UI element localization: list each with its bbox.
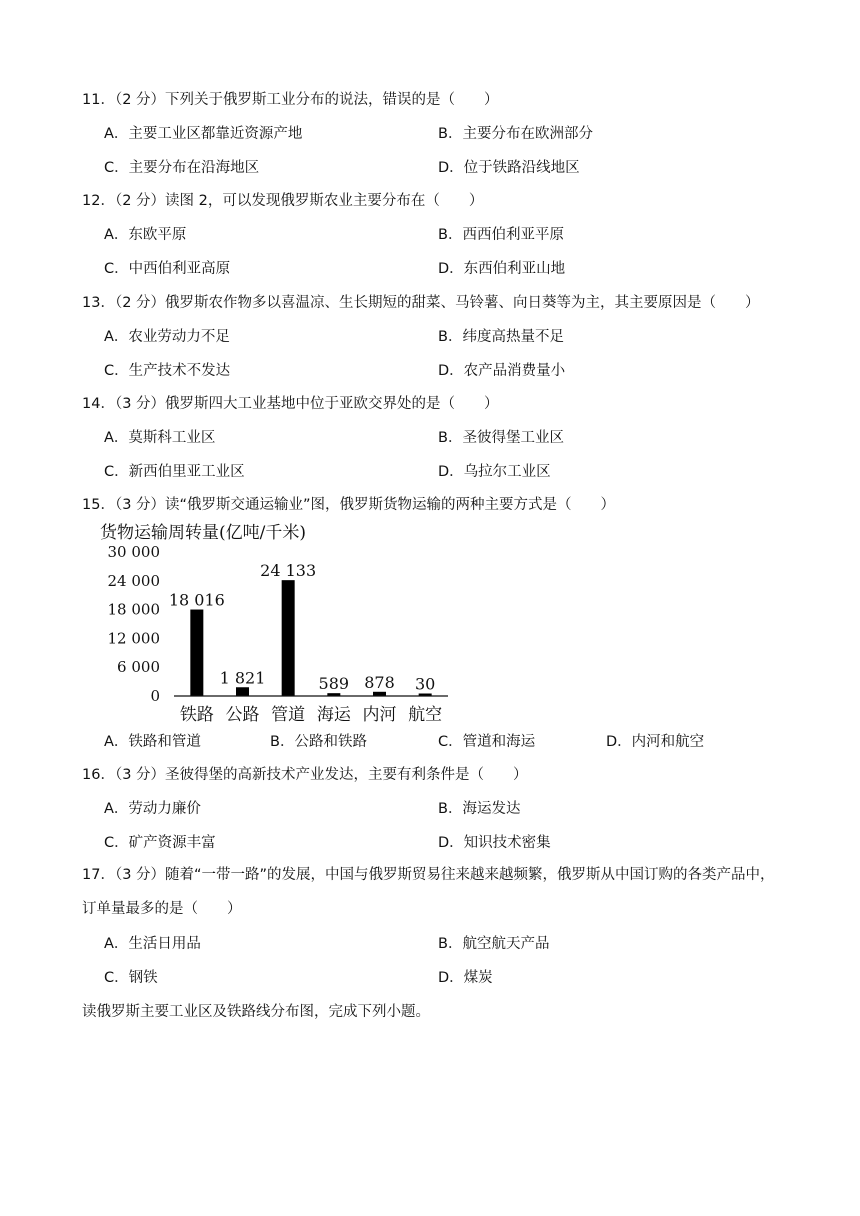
q13-option-d: D．农产品消费量小 [438, 363, 566, 379]
q11-option-d: D．位于铁路沿线地区 [438, 160, 580, 176]
q14-option-a: A．莫斯科工业区 [104, 430, 216, 446]
map-reading-instruction: 读俄罗斯主要工业区及铁路线分布图，完成下列小题。 [82, 1004, 430, 1020]
x-category-label: 内河 [362, 705, 397, 725]
chart-y-axis-title: 货物运输周转量(亿吨/千米) [100, 523, 306, 543]
y-tick-label: 6 000 [117, 658, 160, 677]
bar-1 [190, 610, 203, 696]
q16-option-a: A．劳动力廉价 [104, 801, 201, 817]
y-tick-label: 24 000 [107, 571, 160, 590]
bar-value-label: 18 016 [168, 590, 225, 610]
q15-option-a: A．铁路和管道 [104, 734, 201, 750]
question-17-stem: 17．（3 分）随着“一带一路”的发展，中国与俄罗斯贸易往来越来越频繁，俄罗斯从中国订购的各类产品中，订单量最多的是（ ） [82, 867, 775, 917]
bar-value-label: 30 [414, 674, 436, 694]
question-15-stem: 15．（3 分）读“俄罗斯交通运输业”图，俄罗斯货物运输的两种主要方式是（ ） [82, 497, 616, 513]
q11-option-c: C．主要分布在沿海地区 [104, 160, 260, 176]
x-category-label: 海运 [316, 705, 351, 725]
q17-option-a: A．生活日用品 [104, 936, 201, 952]
q12-option-d: D．东西伯利亚山地 [438, 261, 566, 277]
question-13-stem: 13．（2 分）俄罗斯农作物多以喜温凉、生长期短的甜菜、马铃薯、向日葵等为主，其主要原因是（ ） [82, 295, 760, 311]
y-tick-label: 12 000 [107, 629, 160, 648]
q17-option-c: C．钢铁 [104, 970, 158, 986]
q13-option-a: A．农业劳动力不足 [104, 329, 230, 345]
question-14-stem: 14．（3 分）俄罗斯四大工业基地中位于亚欧交界处的是（ ） [82, 396, 499, 412]
y-tick-label: 30 000 [107, 543, 160, 561]
question-12-stem: 12．（2 分）读图 2，可以发现俄罗斯农业主要分布在（ ） [82, 193, 484, 209]
q14-option-b: B．圣彼得堡工业区 [438, 430, 564, 446]
x-category-label: 管道 [271, 705, 306, 725]
q15-option-c: C．管道和海运 [438, 734, 536, 750]
q17-option-d: D．煤炭 [438, 970, 493, 986]
q13-option-c: C．生产技术不发达 [104, 363, 231, 379]
q16-option-b: B．海运发达 [438, 801, 521, 817]
bar-2 [236, 687, 249, 696]
q16-option-d: D．知识技术密集 [438, 835, 551, 851]
q15-option-b: B．公路和铁路 [270, 734, 367, 750]
q12-option-c: C．中西伯利亚高原 [104, 261, 231, 277]
q12-option-b: B．西西伯利亚平原 [438, 227, 564, 243]
bar-value-label: 878 [364, 672, 395, 692]
q11-option-b: B．主要分布在欧洲部分 [438, 126, 593, 142]
bar-value-label: 24 133 [260, 561, 317, 581]
q12-option-a: A．东欧平原 [104, 227, 187, 243]
x-category-label: 公路 [225, 705, 260, 725]
q14-option-d: D．乌拉尔工业区 [438, 464, 551, 480]
q16-option-c: C．矿产资源丰富 [104, 835, 216, 851]
q14-option-c: C．新西伯里亚工业区 [104, 464, 245, 480]
y-tick-label: 18 000 [107, 600, 160, 619]
bar-value-label: 1 821 [219, 668, 266, 688]
y-tick-label: 0 [150, 687, 160, 705]
bar-value-label: 589 [318, 674, 350, 694]
x-category-label: 铁路 [179, 705, 214, 725]
freight-turnover-bar-chart [96, 520, 456, 726]
q11-option-a: A．主要工业区都靠近资源产地 [104, 126, 303, 142]
q13-option-b: B．纬度高热量不足 [438, 329, 564, 345]
bar-5 [373, 692, 386, 696]
q15-option-d: D．内河和航空 [606, 734, 705, 750]
q17-option-b: B．航空航天产品 [438, 936, 550, 952]
question-11-stem: 11．（2 分）下列关于俄罗斯工业分布的说法，错误的是（ ） [82, 92, 499, 108]
question-16-stem: 16．（3 分）圣彼得堡的高新技术产业发达，主要有利条件是（ ） [82, 767, 528, 783]
bar-3 [282, 580, 295, 696]
x-category-label: 航空 [408, 705, 443, 725]
